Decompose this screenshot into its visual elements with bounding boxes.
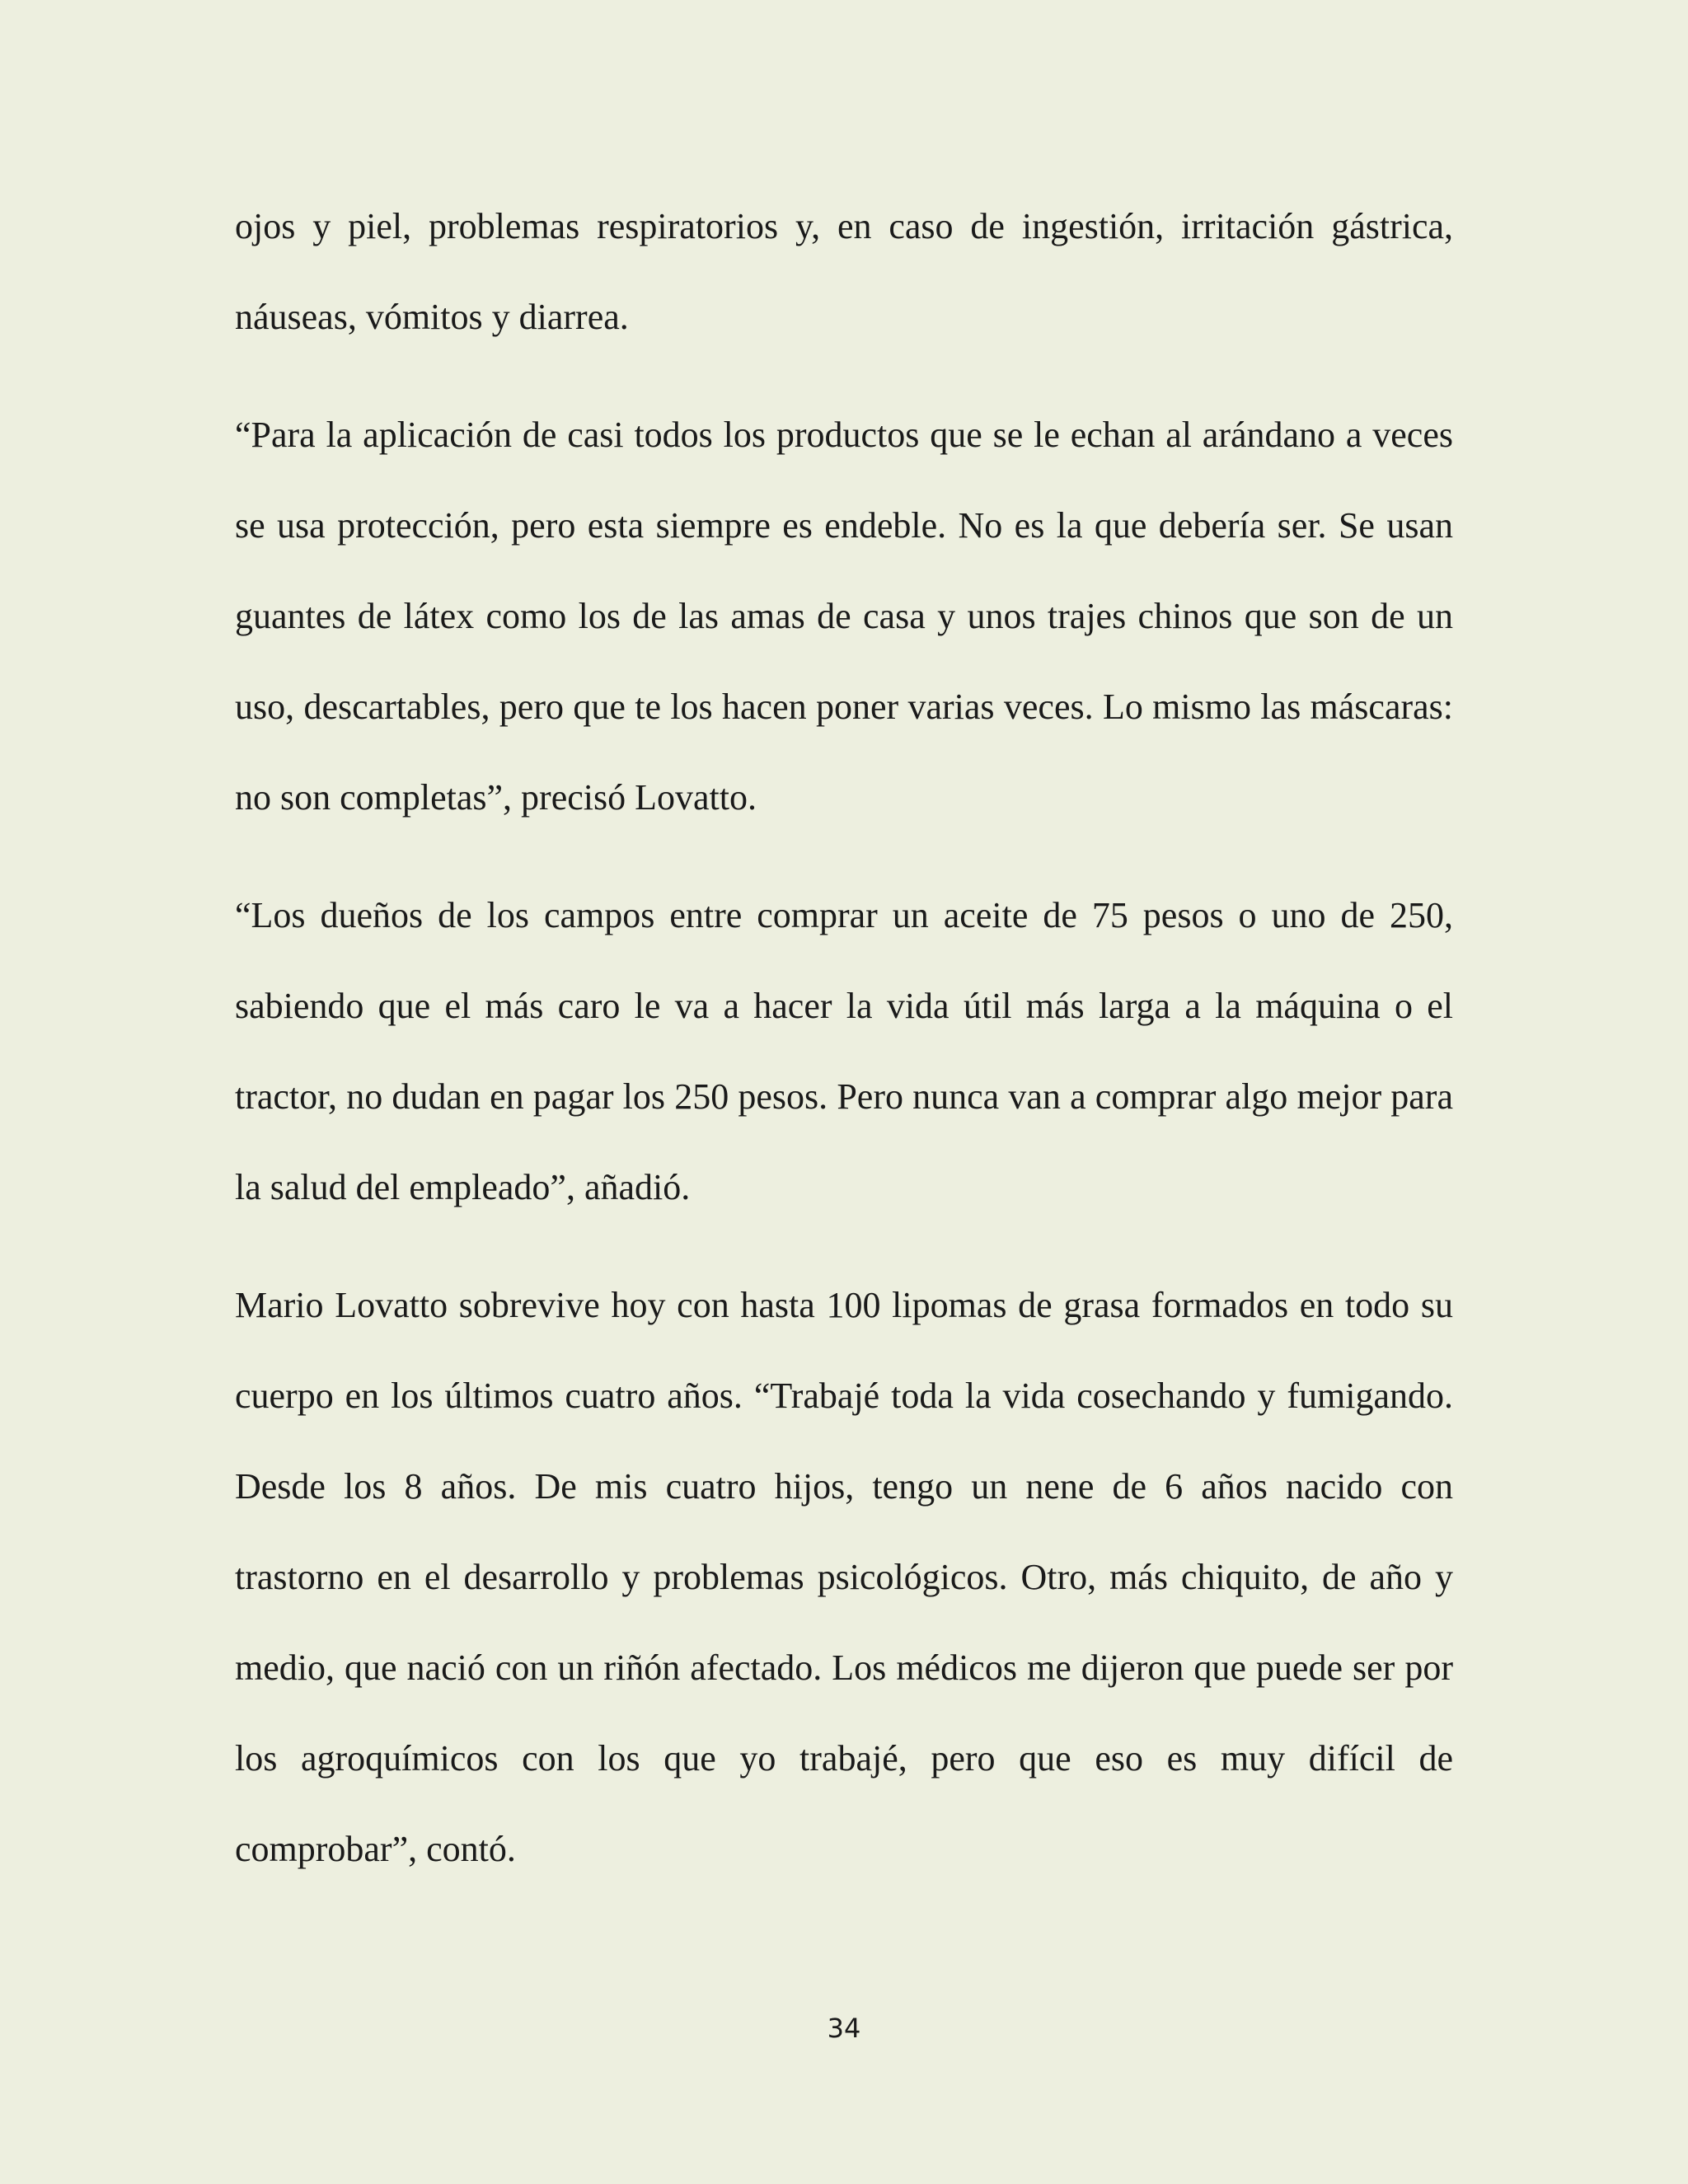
paragraph-1: ojos y piel, problemas respiratorios y, en caso de ingestión, irritación gástrica, náuseas, vómitos y diarrea.: [235, 206, 1453, 337]
body-text: [235, 181, 1453, 1895]
paragraph-3: “Los dueños de los campos entre comprar un aceite de 75 pesos o uno de 250, sabiendo que el más caro le va a hacer la vida útil más larga a la máquina o el tractor, no dudan en pagar los 250 pesos. Pero nunca van a comprar algo mejor para la salud del empleado”, añadió.: [235, 895, 1453, 1207]
paragraph-4: Mario Lovatto sobrevive hoy con hasta 100 lipomas de grasa formados en todo su cuerpo en los últimos cuatro años. “Trabajé toda la vida cosechando y fumigando. Desde los 8 años. De mis cuatro hijos, tengo un nene de 6 años nacido con trastorno en el desarrollo y problemas psicológicos. Otro, más chiquito, de año y medio, que nació con un riñón afectado. Los médicos me dijeron que puede ser por los agroquímicos con los que yo trabajé, pero que eso es muy difícil de comprobar”, contó.: [235, 1285, 1453, 1869]
paragraph-2: “Para la aplicación de casi todos los productos que se le echan al arándano a veces se usa protección, pero esta siempre es endeble. No es la que debería ser. Se usan guantes de látex como los de las amas de casa y unos trajes chinos que son de un uso, descartables, pero que te los hacen poner varias veces. Lo mismo las máscaras: no son completas”, precisó Lovatto.: [235, 415, 1453, 818]
page-number: 34: [827, 2013, 861, 2044]
